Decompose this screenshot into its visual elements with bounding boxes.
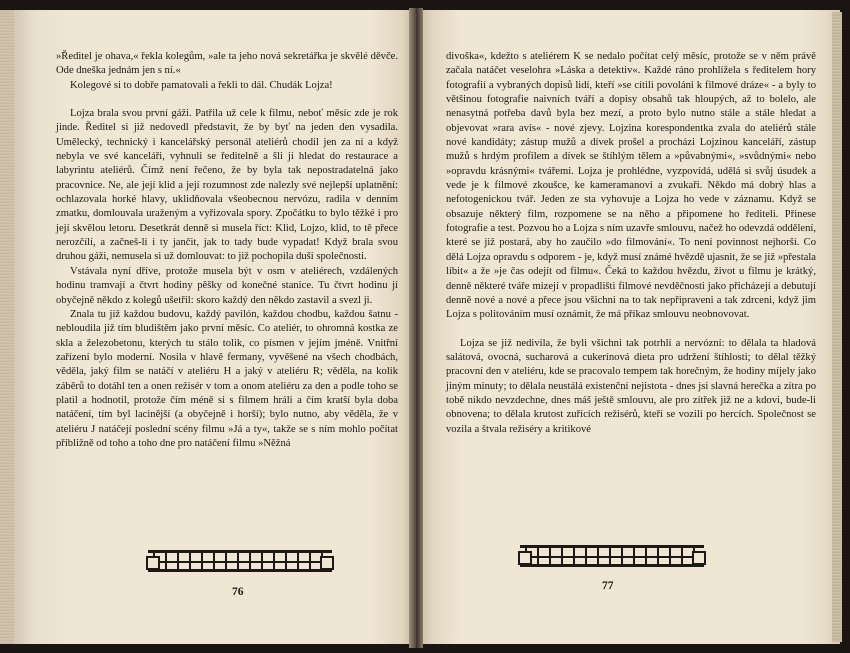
left-page-text [56, 50, 398, 451]
page-number-right: 77 [602, 580, 614, 592]
left-page [10, 10, 412, 644]
paragraph: Lojza brala svou první gáži. Patřila už cele k filmu, neboť měsíc zde je rok jinde. Ředitel si již nedovedl představit, že by byť na jeden den vysadila. Umělecký, technický i kancelářský personál ateliérů chodil jen za ní a když nebyla ve své kanceláři, vyhnuli se ředitelně a šli ji hledat do restaurace a labyrintu ateliérů. Čímž není řečeno, že by byla tak nepostradatelná jako pracovnice. Ne, ale její klid a její rozumnost zde nalezly své nejlepší uplatnění: ochlazovala horké hlavy, uklidňovala všeobecnou nervózu, radila v denním zmatku, domlouvala uraženým a vyřizovala spory. Zpočátku to bylo těžké i pro její skvělou letoru. Desetkrát denně si musela říct: Klid, Lojzo, klid, to tě přece nerozčílí, a začneš-li i ty jančit, jak to tady bude vypadat! Když brala svou druhou gáži, nemusela si už domlouvat: to již pochopila duši společnosti. [56, 108, 398, 263]
right-ornament [520, 545, 704, 567]
paragraph: Lojza se již nedivila, že byli všichni tak potrhlí a nervózní: to dělala ta hladová salátová, ovocná, sucharová a cukerínová dieta pro udržení štíhlosti; to dělal těžký pracovní den v ateliéru, kde se pracovalo tempem tak horečným, že hodiny míjely jako jiným minuty; to dělala neustálá existenční nejistota - dnes jsi slavná herečka a zítra po tobě nikdo nevzdechne, dnes máš ještě smlouvu, ale pro zítřek již ne a kdovi, bude-li obnovena; to dělala krutost zuřících režisérů, kteří se vozili po hercích. Společnost se vozila a štvala režiséry a kritikové [446, 337, 816, 435]
page-edges-left [0, 10, 14, 644]
right-page-text [446, 50, 816, 437]
paragraph: Kolegové si to dobře pamatovali a řekli to dál. Chudák Lojza! [70, 79, 333, 91]
page-edges-right [832, 12, 842, 642]
left-ornament [148, 550, 332, 572]
paragraph: divoška«, kdežto s ateliérem K se nedalo počítat celý měsíc, protože se v něm právě začala natáčet veselohra »Láska a detektiv«. Každé ráno prohlížela s ředitelem hory fotografií a vybraných dopisů lidí, kteří »se cítili povoláni k filmové dráze« - a byly to většinou fotografie naivních tváří a dopisy obsahů tak hloupých, až to bolelo, ale nenasytná potřeba davů byla bez mezí, a proto bylo nutno stále a stále hledat a objevovat »rara avis« - nové zjevy. Lojzina korespondentka zvala do ateliérů stále nové kandidáty; zástup mužů a dívek prošel a procházi Lojzinou kanceláří, zástup mužů s hrdým profilem a dívek se štíhlým tělem a »půvabnými«, »svůdnými« nebo »opravdu krásnými« tvářemi. Lojza je prohlédne, vyzpovídá, udělá si svůj úsudek a vede je k filmové zkoušce, ke kameramanovi a zvukaři. Někdo má dobrý hlas a nefotogenickou tvář. Jeden ze sta vyhovuje a Lojza ho vede v záznamu. Když se obsazuje některý film, rozpomene se na něho a připomene ho řediteli. Přinese fotografie a test. Pozvou ho a Lojza s ním uzavře smlouvu, načež ho odevzdá oddělení, které se již postará, aby ho zaučilo »do filmování«. To není povinnost nejhorší. Co dělá Lojza opravdu s odporem - je, když musí známé hvězdě ujasnit, že se již »přestala líbit« a že »je čas odejít od filmu«. Čeká to každou hvězdu, život u filmu je krátký, denně některé tváře mizejí v propadlišti filmové nevděčnosti jako přicházejí a debutují denně nové a nové a přece jsou všichni na to tak nepřipraveni a tak zdrceni, když jim Lojza s politováním musí oznámit, že má příkaz smlouvu neobnovovat. [446, 51, 816, 321]
page-number-left: 76 [232, 586, 244, 598]
paragraph: Znala tu již každou budovu, každý pavilón, každou chodbu, každou šatnu - nebloudila již tím bludištěm jako první měsíc. Co ateliér, to ohromná kostka ze skla a železobetonu, kterých tu stálo tolik, co písmen v jejím jméně. Vnitřní zařízení bylo moderní. Nosila v hlavě fermany, vyvěšené na všech chodbách, věděla, jaký film se natáčí v ateliéru H a jaký v ateliéru R; věděla, na kolik záběrů to dotáhl ten a onen režisér v tom a onom ateliéru za den a podle toho se platil a hodnotil, protože čím méně si s filmem hráli a čím kratší byla doba natáčení, tím byl lacinější (a obyčejně i horší); bylo nutno, aby věděla, že v ateliéru J natáčejí poslední scény filmu »Já a ty«, takže se s ním mohlo počítat přibližně od toho a toho dne pro natáčení filmu »Něžná [56, 308, 398, 449]
book-gutter [409, 8, 423, 648]
paragraph: Vstávala nyní dříve, protože musela být v osm v ateliérech, vzdálených hodinu tramvají a čtvrt hodiny pěšky od konečné stanice. Tu čtvrt hodinu jí obyčejně někdo z kolegů ušetřil: skoro každý den někdo zastavil a svezl ji. [56, 265, 398, 306]
paragraph: »Ředitel je ohava,« řekla kolegům, »ale ta jeho nová sekretářka je skvělé děvče. Ode dneška jednám jen s ní.« [56, 51, 398, 77]
